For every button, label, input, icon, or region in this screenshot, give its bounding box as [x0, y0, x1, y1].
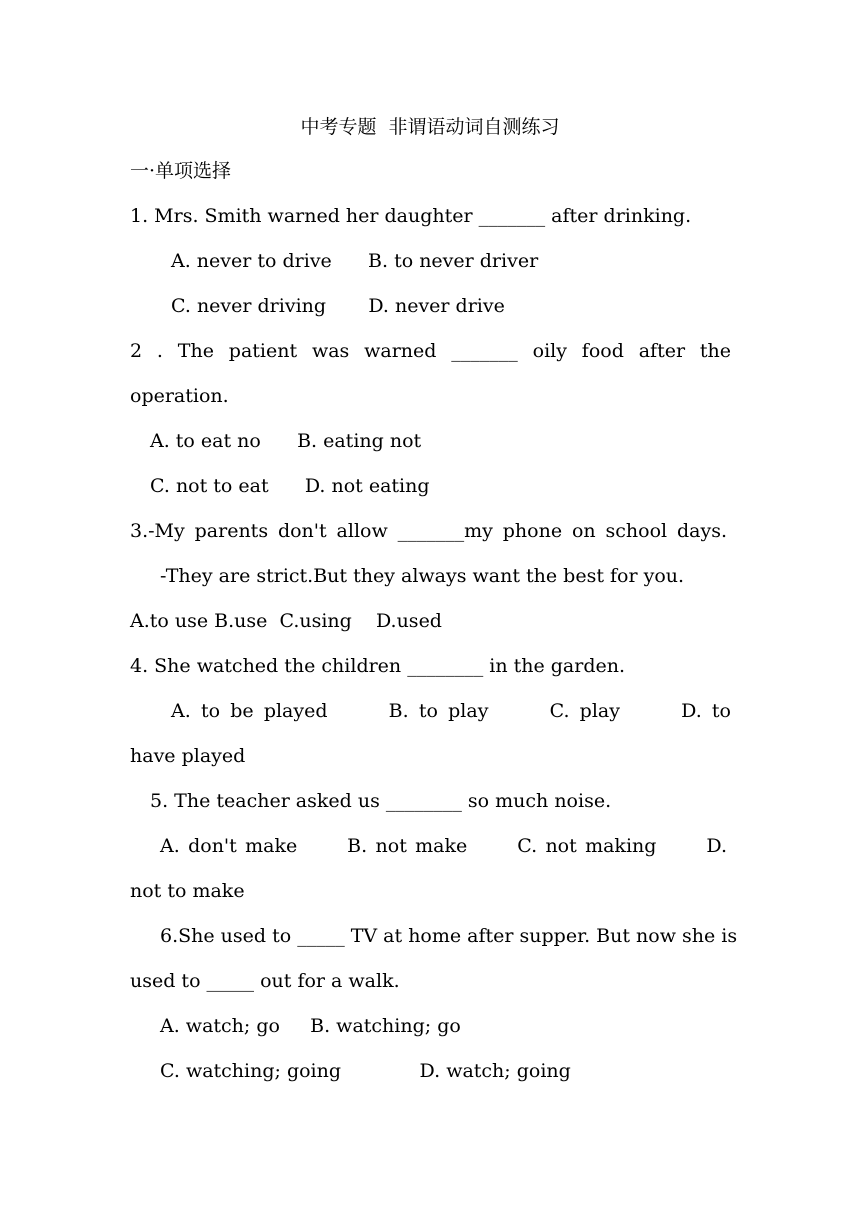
q1-options-ab: A. never to drive B. to never driver: [171, 250, 539, 272]
q5-stem: 5. The teacher asked us ________ so much noise.: [150, 790, 612, 812]
q6-options-ab: A. watch; go B. watching; go: [160, 1015, 461, 1037]
q6-stem: 6.She used to _____ TV at home after supper. But now she is: [160, 925, 738, 947]
q3-stem: 3.-My parents don't allow _______my phone on school days.: [130, 520, 727, 542]
q3-options: A.to use B.use C.using D.used: [130, 610, 442, 632]
q6-options-cd: C. watching; going D. watch; going: [160, 1060, 571, 1082]
page-title: 中考专题 非谓语动词自测练习: [300, 116, 560, 138]
q4-options: A. to be played B. to play C. play D. to: [171, 700, 731, 722]
q2-stem-cont: operation.: [130, 385, 229, 407]
q4-options-cont: have played: [130, 745, 246, 767]
q2-options-ab: A. to eat no B. eating not: [150, 430, 422, 452]
q3-stem-reply: -They are strict.But they always want the best for you.: [160, 565, 685, 587]
q5-options: A. don't make B. not make C. not making D.: [160, 835, 727, 857]
q1-options-cd: C. never driving D. never drive: [171, 295, 505, 317]
q5-options-cont: not to make: [130, 880, 245, 902]
section-heading: 一·单项选择: [130, 160, 232, 182]
q2-stem: 2 . The patient was warned _______ oily food after the: [130, 340, 731, 362]
q4-stem: 4. She watched the children ________ in the garden.: [130, 655, 626, 677]
q6-stem-cont: used to _____ out for a walk.: [130, 970, 400, 992]
q2-options-cd: C. not to eat D. not eating: [150, 475, 430, 497]
q1-stem: 1. Mrs. Smith warned her daughter _______ after drinking.: [130, 205, 692, 227]
